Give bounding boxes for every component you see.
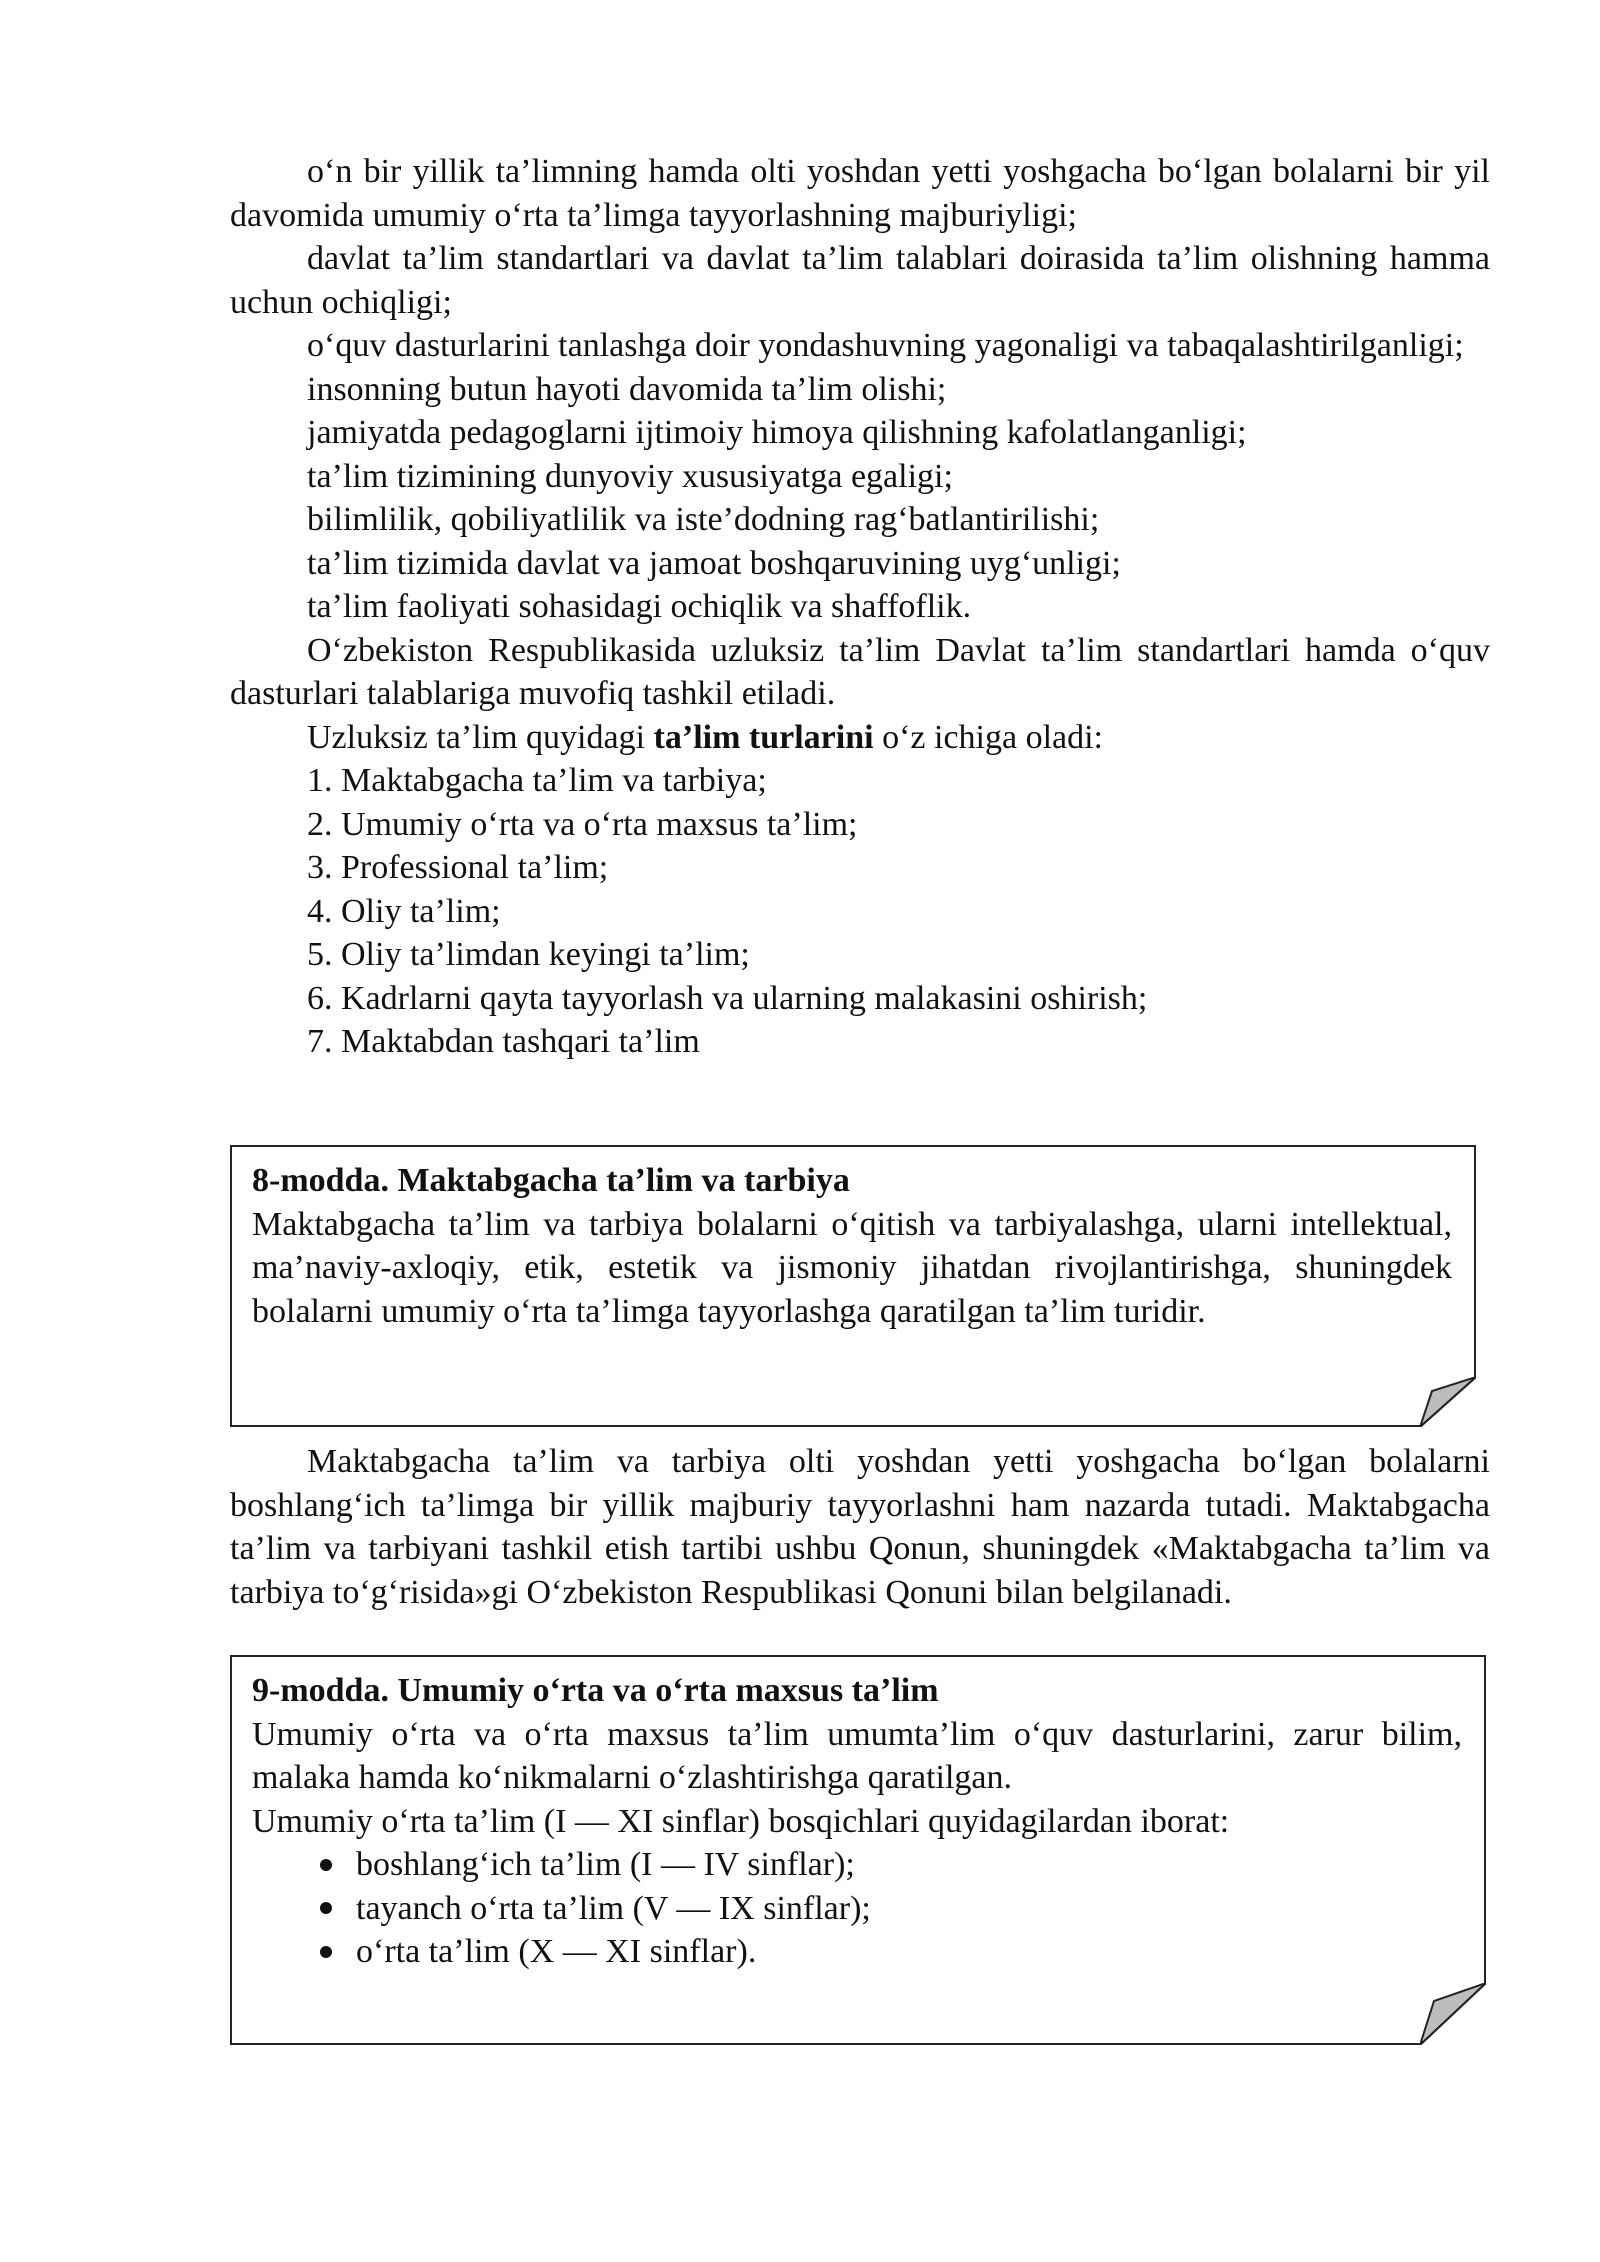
types-intro	[230, 716, 1490, 760]
bullet-icon	[320, 1946, 332, 1958]
article-9-note	[230, 1655, 1486, 2045]
middle-paragraph: Maktabgacha ta’lim va tarbiya olti yoshdan yetti yoshgacha bo‘lgan bolalarni boshlang‘ich ta’limga bir yillik majburiy tayyorlashni ham nazarda tutadi. Maktabgacha ta’lim va tarbiyani tashkil etish tartibi ushbu Qonun, shuningdek «Maktabgacha ta’lim va tarbiya to‘g‘risida»gi O‘zbekiston Respublikasi Qonuni bilan belgilanadi.	[230, 1443, 1490, 1611]
types-intro-bold: ta’lim turlarini	[653, 718, 874, 756]
bullet-item	[252, 1887, 1462, 1931]
list-item: 4. Oliy ta’lim;	[307, 892, 501, 930]
principle-paragraph: o‘n bir yillik ta’limning hamda olti yoshdan yetti yoshgacha bo‘lgan bolalarni bir yil davomida umumiy o‘rta ta’limga tayyorlashning majburiyligi;	[230, 153, 1490, 234]
types-intro-text: Uzluksiz ta’lim quyidagi	[307, 718, 654, 756]
bullet-text: boshlang‘ich ta’lim (I — IV sinflar);	[356, 1846, 855, 1883]
list-item: 5. Oliy ta’limdan keyingi ta’lim;	[307, 936, 750, 973]
middle-section	[230, 1440, 1490, 1614]
page-curl-icon	[1420, 1983, 1486, 2045]
bullet-text: o‘rta ta’lim (X — XI sinflar).	[356, 1933, 757, 1970]
principle-paragraph: jamiyatda pedagoglarni ijtimoiy himoya qilishning kafolatlanganligi;	[307, 414, 1247, 451]
document-body	[230, 150, 1490, 1064]
article-8-title: 8-modda. Maktabgacha ta’lim va tarbiya	[252, 1162, 850, 1199]
principle-paragraph: davlat ta’lim standartlari va davlat ta’lim talablari doirasida ta’lim olishning hamma uchun ochiqligi;	[230, 240, 1490, 321]
article-9-title: 9-modda. Umumiy o‘rta va o‘rta maxsus ta’lim	[252, 1672, 939, 1709]
bullet-text: tayanch o‘rta ta’lim (V — IX sinflar);	[356, 1889, 871, 1927]
principle-paragraph: o‘quv dasturlarini tanlashga doir yondashuvning yagonaligi va tabaqalashtirilganligi;	[307, 327, 1464, 364]
page-curl-icon	[1420, 1377, 1476, 1427]
article-8-note	[230, 1145, 1476, 1427]
bullet-item	[252, 1843, 1462, 1887]
list-item: 2. Umumiy o‘rta va o‘rta maxsus ta’lim;	[307, 805, 858, 843]
uzluksiz-paragraph: O‘zbekiston Respublikasida uzluksiz ta’lim Davlat ta’lim standartlari hamda o‘quv dasturlari talablariga muvofiq tashkil etiladi.	[230, 631, 1490, 712]
principle-paragraph: ta’lim tizimining dunyoviy xususiyatga egaligi;	[307, 457, 953, 495]
bullet-item	[252, 1930, 1462, 1974]
list-item: 1. Maktabgacha ta’lim va tarbiya;	[307, 762, 767, 799]
list-item: 7. Maktabdan tashqari ta’lim	[307, 1023, 700, 1060]
types-intro-text-end: o‘z ichiga oladi:	[873, 718, 1103, 756]
principle-paragraph: bilimlilik, qobiliyatlilik va iste’dodning rag‘batlantirilishi;	[307, 501, 1100, 538]
article-9-stages: Umumiy o‘rta ta’lim (I — XI sinflar) bosqichlari quyidagilardan iborat:	[252, 1802, 1230, 1840]
principle-paragraph: ta’lim tizimida davlat va jamoat boshqaruvining uyg‘unligi;	[307, 544, 1121, 582]
list-item: 6. Kadrlarni qayta tayyorlash va ularning malakasini oshirish;	[307, 979, 1148, 1017]
article-8-body: Maktabgacha ta’lim va tarbiya bolalarni o‘qitish va tarbiyalashga, ularni intellektual, ma’naviy-axloqiy, etik, estetik va jismoniy jihatdan rivojlantirishga, shuningdek bolalarni umumiy o‘rta ta’limga tayyorlashga qaratilgan ta’lim turidir.	[252, 1205, 1452, 1330]
list-item: 3. Professional ta’lim;	[307, 849, 609, 886]
article-9-body: Umumiy o‘rta va o‘rta maxsus ta’lim umumta’lim o‘quv dasturlarini, zarur bilim, malaka hamda ko‘nikmalarni o‘zlashtirishga qaratilgan.	[252, 1715, 1462, 1796]
bullet-icon	[320, 1859, 332, 1871]
principle-paragraph: ta’lim faoliyati sohasidagi ochiqlik va shaffoflik.	[307, 588, 972, 625]
principle-paragraph: insonning butun hayoti davomida ta’lim olishi;	[307, 370, 947, 408]
bullet-icon	[320, 1902, 332, 1914]
